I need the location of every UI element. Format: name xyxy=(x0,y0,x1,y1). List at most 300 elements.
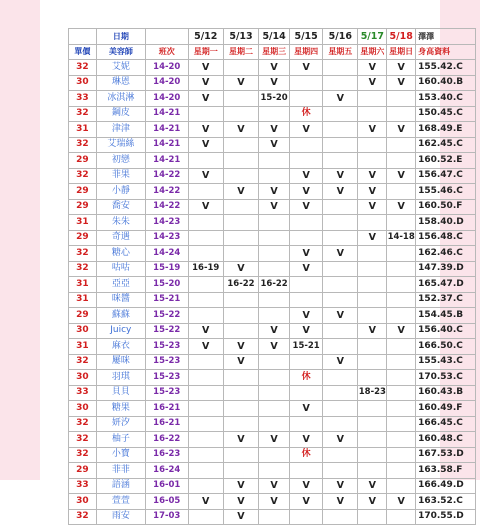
day-cell xyxy=(223,91,258,107)
table-row xyxy=(69,153,476,169)
day-cell xyxy=(188,184,223,200)
day-cell xyxy=(188,230,223,246)
day-cell xyxy=(323,277,358,293)
day-cell: V xyxy=(223,509,258,525)
day-cell: 14-18 xyxy=(387,230,416,246)
day-cell: V xyxy=(290,323,323,339)
day-cell xyxy=(387,385,416,401)
price-cell: 32 xyxy=(69,137,97,153)
day-cell xyxy=(188,478,223,494)
day-cell xyxy=(323,261,358,277)
day-cell: V xyxy=(358,184,387,200)
day-cell xyxy=(358,308,387,324)
table-row xyxy=(69,91,476,107)
weekday-3: 星期四 xyxy=(290,44,323,60)
shift-cell: 16-21 xyxy=(145,401,188,417)
day-cell xyxy=(259,447,290,463)
day-cell xyxy=(223,416,258,432)
day-cell: V xyxy=(323,354,358,370)
day-cell xyxy=(387,416,416,432)
day-cell: V xyxy=(223,478,258,494)
day-cell xyxy=(188,246,223,262)
day-cell xyxy=(259,463,290,479)
day-cell xyxy=(387,215,416,231)
day-cell xyxy=(323,230,358,246)
day-cell xyxy=(290,215,323,231)
price-cell: 30 xyxy=(69,323,97,339)
day-cell xyxy=(290,509,323,525)
height-cell: 165.47.D xyxy=(416,277,476,293)
day-cell: 16-22 xyxy=(223,277,258,293)
shift-cell: 15-21 xyxy=(145,292,188,308)
height-cell: 160.52.E xyxy=(416,153,476,169)
day-cell: V xyxy=(290,246,323,262)
height-cell: 150.45.C xyxy=(416,106,476,122)
day-cell xyxy=(387,106,416,122)
day-cell xyxy=(188,292,223,308)
height-cell: 147.39.D xyxy=(416,261,476,277)
day-cell: V xyxy=(259,122,290,138)
shift-cell: 14-22 xyxy=(145,168,188,184)
table-row xyxy=(69,478,476,494)
shift-cell: 14-22 xyxy=(145,199,188,215)
day-cell: V xyxy=(358,75,387,91)
day-cell: V xyxy=(188,91,223,107)
day-cell xyxy=(387,354,416,370)
height-cell: 168.49.E xyxy=(416,122,476,138)
day-cell xyxy=(387,153,416,169)
day-cell xyxy=(188,354,223,370)
name-cell: 奇遇 xyxy=(96,230,145,246)
day-cell: V xyxy=(223,184,258,200)
day-cell xyxy=(387,308,416,324)
schedule-table xyxy=(68,28,476,525)
day-cell: V xyxy=(188,122,223,138)
day-cell xyxy=(188,447,223,463)
day-cell: V xyxy=(223,432,258,448)
name-cell: 菲果 xyxy=(96,168,145,184)
day-cell: V xyxy=(188,494,223,510)
table-row xyxy=(69,122,476,138)
name-cell: 麻衣 xyxy=(96,339,145,355)
day-cell xyxy=(259,292,290,308)
shift-cell: 14-20 xyxy=(145,75,188,91)
day-cell xyxy=(223,199,258,215)
name-cell: 咕咕 xyxy=(96,261,145,277)
day-cell: V xyxy=(290,432,323,448)
price-cell: 32 xyxy=(69,246,97,262)
day-cell xyxy=(259,370,290,386)
day-cell xyxy=(188,308,223,324)
day-cell xyxy=(290,230,323,246)
shift-cell: 14-22 xyxy=(145,184,188,200)
day-cell xyxy=(358,416,387,432)
day-cell xyxy=(358,137,387,153)
day-cell xyxy=(387,292,416,308)
day-cell xyxy=(259,153,290,169)
day-cell xyxy=(387,91,416,107)
day-cell xyxy=(188,385,223,401)
day-cell xyxy=(259,401,290,417)
shift-cell: 14-21 xyxy=(145,137,188,153)
col-shift-header: 班次 xyxy=(145,44,188,60)
price-cell: 29 xyxy=(69,184,97,200)
day-cell: V xyxy=(358,478,387,494)
height-cell: 160.48.C xyxy=(416,432,476,448)
table-row xyxy=(69,323,476,339)
day-cell xyxy=(259,354,290,370)
day-cell: V xyxy=(387,168,416,184)
day-cell xyxy=(259,261,290,277)
day-cell: V xyxy=(323,168,358,184)
date-2: 5/14 xyxy=(259,29,290,45)
weekday-2: 星期三 xyxy=(259,44,290,60)
price-cell: 32 xyxy=(69,509,97,525)
shift-cell: 15-23 xyxy=(145,370,188,386)
day-cell xyxy=(223,323,258,339)
day-cell xyxy=(188,401,223,417)
day-cell: V xyxy=(259,478,290,494)
day-cell: 18-23 xyxy=(358,385,387,401)
day-cell xyxy=(323,199,358,215)
shift-cell: 15-20 xyxy=(145,277,188,293)
shift-cell: 14-20 xyxy=(145,91,188,107)
day-cell xyxy=(259,385,290,401)
day-cell xyxy=(323,215,358,231)
height-cell: 160.50.F xyxy=(416,199,476,215)
col-name-header: 美容師 xyxy=(96,44,145,60)
table-row xyxy=(69,199,476,215)
name-cell: 屢咪 xyxy=(96,354,145,370)
price-cell: 32 xyxy=(69,354,97,370)
day-cell xyxy=(188,215,223,231)
header-row-dates xyxy=(69,29,476,45)
shift-cell: 14-24 xyxy=(145,246,188,262)
day-cell xyxy=(290,153,323,169)
day-cell xyxy=(223,370,258,386)
height-cell: 163.58.F xyxy=(416,463,476,479)
day-cell: V xyxy=(223,339,258,355)
shift-cell: 17-03 xyxy=(145,509,188,525)
day-cell xyxy=(387,478,416,494)
name-cell: 鋼皮 xyxy=(96,106,145,122)
day-cell xyxy=(223,401,258,417)
day-cell: V xyxy=(358,199,387,215)
day-cell: V xyxy=(387,199,416,215)
price-cell: 30 xyxy=(69,401,97,417)
height-cell: 160.40.B xyxy=(416,75,476,91)
day-cell: V xyxy=(223,494,258,510)
day-cell xyxy=(358,354,387,370)
height-cell: 160.43.B xyxy=(416,385,476,401)
name-cell: 咪醬 xyxy=(96,292,145,308)
shift-cell: 14-21 xyxy=(145,106,188,122)
day-cell xyxy=(259,168,290,184)
day-cell xyxy=(387,370,416,386)
day-cell xyxy=(358,153,387,169)
day-cell xyxy=(358,246,387,262)
day-cell xyxy=(358,463,387,479)
day-cell: V xyxy=(223,122,258,138)
height-cell: 155.43.C xyxy=(416,354,476,370)
name-cell: 柚子 xyxy=(96,432,145,448)
table-row xyxy=(69,246,476,262)
name-cell: 羽琪 xyxy=(96,370,145,386)
name-cell: 喬安 xyxy=(96,199,145,215)
price-cell: 32 xyxy=(69,432,97,448)
day-cell xyxy=(259,509,290,525)
day-cell: V xyxy=(259,494,290,510)
shift-cell: 16-22 xyxy=(145,432,188,448)
price-cell: 29 xyxy=(69,199,97,215)
name-cell: 糖果 xyxy=(96,401,145,417)
height-cell: 170.55.D xyxy=(416,509,476,525)
table-row xyxy=(69,385,476,401)
price-cell: 33 xyxy=(69,385,97,401)
day-cell xyxy=(358,106,387,122)
shift-cell: 15-19 xyxy=(145,261,188,277)
day-cell: 休 xyxy=(290,106,323,122)
table-row xyxy=(69,401,476,417)
weekday-1: 星期二 xyxy=(223,44,258,60)
day-cell xyxy=(188,277,223,293)
day-cell: V xyxy=(188,60,223,76)
table-row xyxy=(69,354,476,370)
day-cell xyxy=(387,339,416,355)
price-cell: 31 xyxy=(69,215,97,231)
shift-cell: 14-21 xyxy=(145,153,188,169)
staff-name: 澤澤 xyxy=(416,29,476,45)
date-4: 5/16 xyxy=(323,29,358,45)
name-cell: 亞亞 xyxy=(96,277,145,293)
day-cell: V xyxy=(290,494,323,510)
day-cell xyxy=(358,447,387,463)
shift-cell: 16-05 xyxy=(145,494,188,510)
height-cell: 156.47.C xyxy=(416,168,476,184)
shift-cell: 16-21 xyxy=(145,416,188,432)
day-cell xyxy=(323,385,358,401)
price-cell: 29 xyxy=(69,463,97,479)
day-cell: V xyxy=(259,184,290,200)
day-cell xyxy=(223,308,258,324)
day-cell xyxy=(323,463,358,479)
day-cell: V xyxy=(290,478,323,494)
name-cell: 艾妮 xyxy=(96,60,145,76)
day-cell xyxy=(259,246,290,262)
day-cell xyxy=(387,401,416,417)
table-row xyxy=(69,292,476,308)
day-cell: 15-21 xyxy=(290,339,323,355)
day-cell: V xyxy=(358,323,387,339)
day-cell: V xyxy=(323,432,358,448)
shift-cell: 15-23 xyxy=(145,385,188,401)
table-row xyxy=(69,184,476,200)
name-cell: 菲菲 xyxy=(96,463,145,479)
day-cell xyxy=(323,106,358,122)
day-cell xyxy=(188,106,223,122)
table-row xyxy=(69,60,476,76)
price-cell: 30 xyxy=(69,370,97,386)
day-cell: V xyxy=(259,137,290,153)
day-cell xyxy=(223,385,258,401)
price-cell: 29 xyxy=(69,153,97,169)
day-cell: V xyxy=(290,168,323,184)
price-cell: 31 xyxy=(69,339,97,355)
day-cell: V xyxy=(358,168,387,184)
height-cell: 155.42.C xyxy=(416,60,476,76)
table-row xyxy=(69,215,476,231)
day-cell: V xyxy=(387,75,416,91)
day-cell xyxy=(223,463,258,479)
shift-cell: 14-21 xyxy=(145,122,188,138)
day-cell: V xyxy=(188,339,223,355)
price-cell: 30 xyxy=(69,75,97,91)
day-cell xyxy=(387,463,416,479)
day-cell xyxy=(290,277,323,293)
name-cell: 蘇蘇 xyxy=(96,308,145,324)
date-6: 5/18 xyxy=(387,29,416,45)
day-cell: V xyxy=(259,75,290,91)
header-row-weekdays xyxy=(69,44,476,60)
date-5: 5/17 xyxy=(358,29,387,45)
day-cell xyxy=(387,509,416,525)
price-cell: 29 xyxy=(69,230,97,246)
name-cell: 語涵 xyxy=(96,478,145,494)
table-row xyxy=(69,416,476,432)
shift-cell: 16-23 xyxy=(145,447,188,463)
day-cell: V xyxy=(323,91,358,107)
shift-cell: 15-23 xyxy=(145,339,188,355)
day-cell: V xyxy=(387,323,416,339)
day-cell: V xyxy=(290,261,323,277)
day-cell xyxy=(223,246,258,262)
price-cell: 32 xyxy=(69,168,97,184)
height-cell: 163.52.C xyxy=(416,494,476,510)
day-cell xyxy=(323,416,358,432)
weekday-5: 星期六 xyxy=(358,44,387,60)
shift-cell: 15-22 xyxy=(145,308,188,324)
day-cell: V xyxy=(387,122,416,138)
name-cell: 小靜 xyxy=(96,184,145,200)
day-cell xyxy=(290,385,323,401)
name-cell: 妍汐 xyxy=(96,416,145,432)
weekday-6: 星期日 xyxy=(387,44,416,60)
day-cell xyxy=(323,75,358,91)
table-row xyxy=(69,432,476,448)
day-cell xyxy=(323,447,358,463)
day-cell xyxy=(259,416,290,432)
day-cell: V xyxy=(323,184,358,200)
height-cell: 156.48.C xyxy=(416,230,476,246)
shift-cell: 16-24 xyxy=(145,463,188,479)
price-cell: 32 xyxy=(69,447,97,463)
day-cell xyxy=(323,370,358,386)
day-cell xyxy=(223,137,258,153)
day-cell: 休 xyxy=(290,447,323,463)
price-cell: 29 xyxy=(69,308,97,324)
day-cell xyxy=(290,137,323,153)
day-cell xyxy=(188,463,223,479)
price-cell: 33 xyxy=(69,478,97,494)
name-cell: 朱朱 xyxy=(96,215,145,231)
day-cell xyxy=(358,432,387,448)
height-cell: 166.45.C xyxy=(416,416,476,432)
height-cell: 155.46.C xyxy=(416,184,476,200)
day-cell xyxy=(223,215,258,231)
height-cell: 167.53.D xyxy=(416,447,476,463)
height-cell: 166.49.D xyxy=(416,478,476,494)
table-row xyxy=(69,168,476,184)
height-cell: 153.40.C xyxy=(416,91,476,107)
day-cell xyxy=(323,509,358,525)
day-cell xyxy=(290,91,323,107)
day-cell xyxy=(387,432,416,448)
day-cell: V xyxy=(323,246,358,262)
day-cell: V xyxy=(323,494,358,510)
day-cell: V xyxy=(290,122,323,138)
height-cell: 166.50.C xyxy=(416,339,476,355)
day-cell xyxy=(188,370,223,386)
day-cell xyxy=(323,137,358,153)
day-cell xyxy=(290,75,323,91)
name-cell: 糖心 xyxy=(96,246,145,262)
day-cell: V xyxy=(259,60,290,76)
name-cell: 萱萱 xyxy=(96,494,145,510)
day-cell xyxy=(223,292,258,308)
weekday-0: 星期一 xyxy=(188,44,223,60)
name-cell: 雨安 xyxy=(96,509,145,525)
day-cell xyxy=(387,184,416,200)
day-cell xyxy=(188,416,223,432)
height-cell: 158.40.D xyxy=(416,215,476,231)
day-cell xyxy=(358,292,387,308)
table-row xyxy=(69,277,476,293)
day-cell: V xyxy=(387,494,416,510)
day-cell: V xyxy=(358,60,387,76)
day-cell xyxy=(223,60,258,76)
day-cell: V xyxy=(259,199,290,215)
height-cell: 154.45.B xyxy=(416,308,476,324)
table-row xyxy=(69,463,476,479)
name-cell: 小寶 xyxy=(96,447,145,463)
shift-cell: 16-01 xyxy=(145,478,188,494)
table-row xyxy=(69,261,476,277)
day-cell xyxy=(323,339,358,355)
day-cell: V xyxy=(223,354,258,370)
day-cell xyxy=(358,91,387,107)
table-row xyxy=(69,370,476,386)
day-cell: V xyxy=(323,478,358,494)
height-cell: 156.40.C xyxy=(416,323,476,339)
day-cell xyxy=(323,401,358,417)
name-cell: 貝貝 xyxy=(96,385,145,401)
day-cell: 休 xyxy=(290,370,323,386)
day-cell: V xyxy=(290,60,323,76)
day-cell xyxy=(223,168,258,184)
day-cell: 16-19 xyxy=(188,261,223,277)
shift-cell: 14-20 xyxy=(145,60,188,76)
weekday-4: 星期五 xyxy=(323,44,358,60)
day-cell xyxy=(223,230,258,246)
shift-cell: 14-23 xyxy=(145,215,188,231)
day-cell xyxy=(259,308,290,324)
day-cell xyxy=(358,509,387,525)
day-cell: V xyxy=(358,494,387,510)
day-cell xyxy=(259,106,290,122)
table-row xyxy=(69,509,476,525)
day-cell xyxy=(358,277,387,293)
day-cell: V xyxy=(259,339,290,355)
